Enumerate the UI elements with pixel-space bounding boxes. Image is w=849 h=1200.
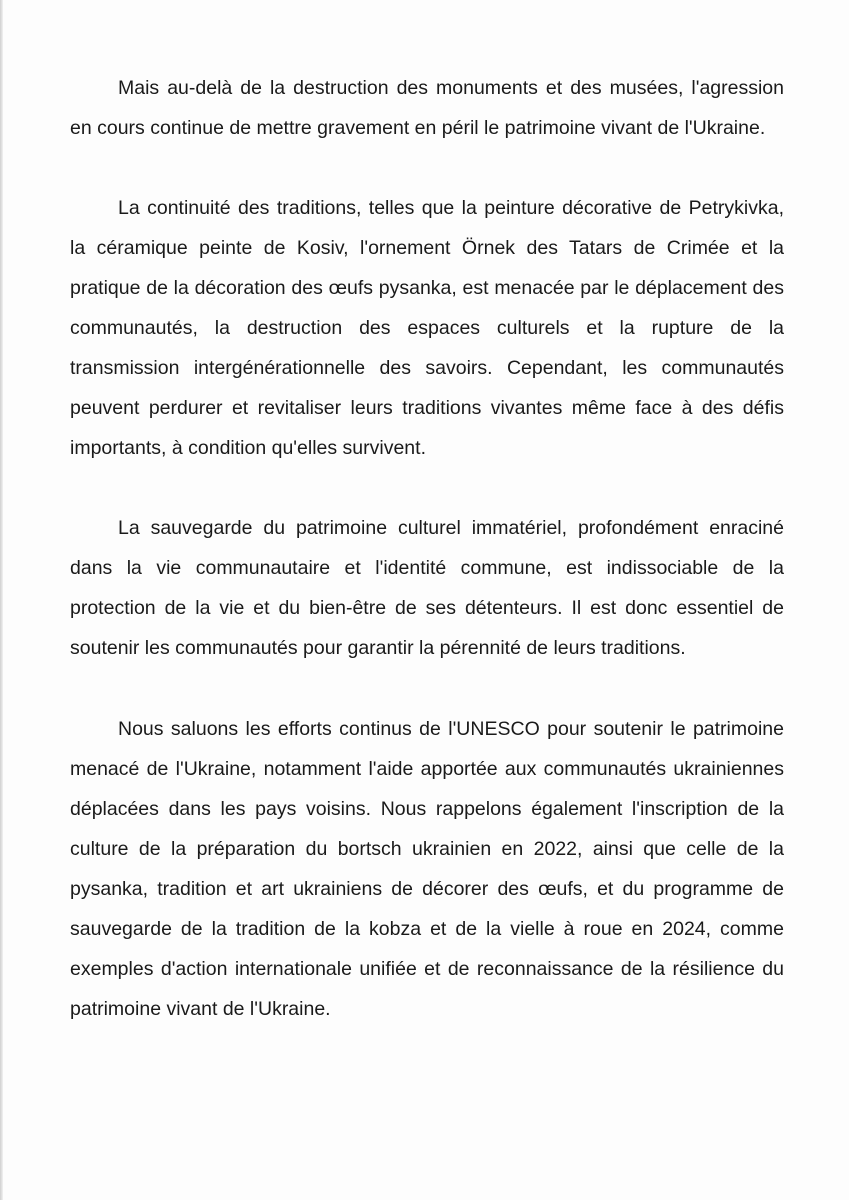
paragraph-2: La continuité des traditions, telles que la peinture décorative de Petrykivka, la céramique peinte de Kosiv, l'ornement Örnek des Tatars de Crimée et la pratique de la décoration des œufs pysanka, est menacée par le déplacement des communautés, la destruction des espaces culturels et la rupture de la transmission intergénérationnelle des savoirs. Cependant, les communautés peuvent perdurer et revitaliser leurs traditions vivantes même face à des défis importants, à condition qu'elles survivent.	[70, 197, 784, 459]
paragraph-1: Mais au-delà de la destruction des monuments et des musées, l'agression en cours continue de mettre gravement en péril le patrimoine vivant de l'Ukraine.	[70, 77, 784, 139]
document-body	[70, 68, 784, 1029]
paragraph-4: Nous saluons les efforts continus de l'UNESCO pour soutenir le patrimoine menacé de l'Ukraine, notamment l'aide apportée aux communautés ukrainiennes déplacées dans les pays voisins. Nous rappelons également l'inscription de la culture de la préparation du bortsch ukrainien en 2022, ainsi que celle de la pysanka, tradition et art ukrainiens de décorer des œufs, et du programme de sauvegarde de la tradition de la kobza et de la vielle à roue en 2024, comme exemples d'action internationale unifiée et de reconnaissance de la résilience du patrimoine vivant de l'Ukraine.	[70, 718, 784, 1020]
scan-edge	[0, 0, 3, 1200]
paragraph-3: La sauvegarde du patrimoine culturel immatériel, profondément enraciné dans la vie communautaire et l'identité commune, est indissociable de la protection de la vie et du bien-être de ses détenteurs. Il est donc essentiel de soutenir les communautés pour garantir la pérennité de leurs traditions.	[70, 517, 784, 659]
